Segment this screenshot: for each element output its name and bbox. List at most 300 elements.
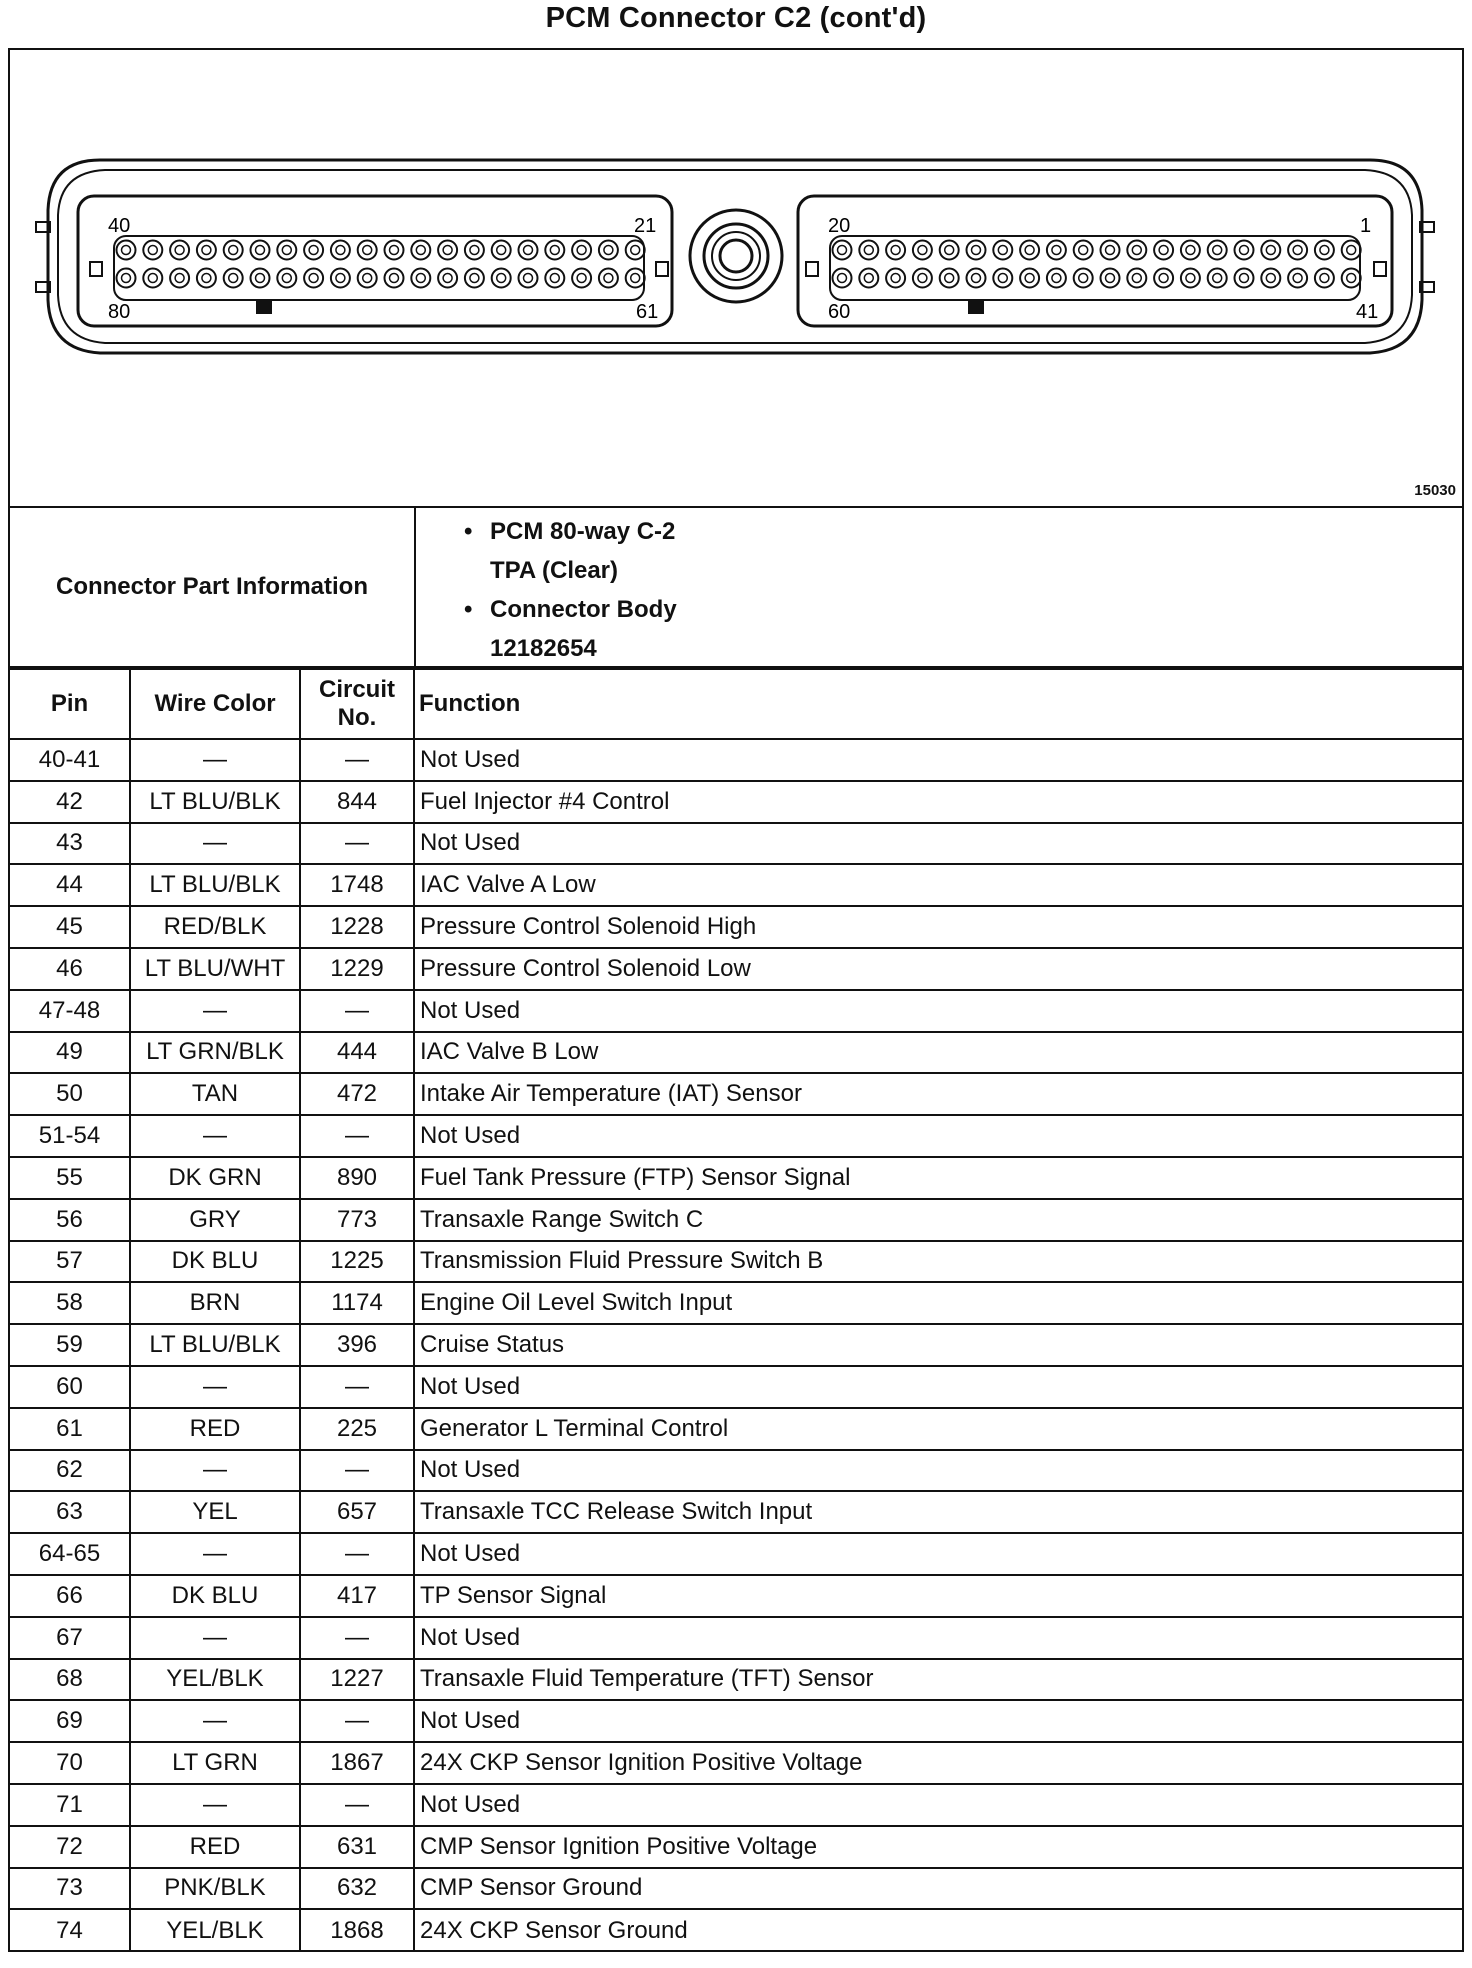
terminal-pin <box>626 269 645 288</box>
terminal-pin <box>438 241 457 260</box>
table-row <box>10 1575 1462 1617</box>
cell-wire-color: LT GRN/BLK <box>130 1032 300 1074</box>
terminal-pin <box>224 241 243 260</box>
cell-pin: 49 <box>10 1032 130 1074</box>
terminal-pin-socket <box>309 246 318 255</box>
terminal-pin-socket <box>1186 246 1195 255</box>
cell-function: IAC Valve B Low <box>414 1032 1462 1074</box>
left-cavity-key-outer <box>90 262 102 276</box>
terminal-pin-socket <box>390 274 399 283</box>
terminal-pin-socket <box>202 246 211 255</box>
right-cavity <box>798 196 1392 326</box>
cell-function: Engine Oil Level Switch Input <box>414 1282 1462 1324</box>
connector-part-name: PCM 80-way C-2 <box>490 518 676 545</box>
cell-pin: 64-65 <box>10 1533 130 1575</box>
cell-pin: 50 <box>10 1073 130 1115</box>
connector-part-information <box>10 508 1462 668</box>
cell-circuit-no: 1225 <box>300 1241 414 1283</box>
cell-wire-color: — <box>130 1784 300 1826</box>
terminal-pin <box>519 241 538 260</box>
cell-wire-color: GRY <box>130 1199 300 1241</box>
terminal-pin-socket <box>1159 246 1168 255</box>
cell-pin: 59 <box>10 1324 130 1366</box>
terminal-pin-socket <box>577 274 586 283</box>
terminal-pin <box>1154 269 1173 288</box>
connector-diagram <box>10 50 1462 508</box>
right-terminal-block <box>830 236 1360 300</box>
terminal-pin <box>940 241 959 260</box>
table-row <box>10 1282 1462 1324</box>
table-row <box>10 1199 1462 1241</box>
cell-function: Not Used <box>414 1700 1462 1742</box>
terminal-pin-socket <box>891 274 900 283</box>
table-row <box>10 1533 1462 1575</box>
terminal-pin <box>1074 269 1093 288</box>
cell-circuit-no: — <box>300 1366 414 1408</box>
terminal-pin-socket <box>202 274 211 283</box>
terminal-pin-socket <box>1052 274 1061 283</box>
pin-label-61: 61 <box>636 301 659 323</box>
cell-circuit-no: — <box>300 1700 414 1742</box>
terminal-pin <box>385 241 404 260</box>
table-row <box>10 990 1462 1032</box>
cell-circuit-no: — <box>300 823 414 865</box>
cell-wire-color: PNK/BLK <box>130 1868 300 1910</box>
terminal-pin-socket <box>1320 274 1329 283</box>
terminal-pin <box>277 269 296 288</box>
cell-wire-color: — <box>130 823 300 865</box>
terminal-pin <box>572 241 591 260</box>
cell-wire-color: DK BLU <box>130 1241 300 1283</box>
terminal-pin <box>1127 241 1146 260</box>
cell-pin: 57 <box>10 1241 130 1283</box>
center-bolt-ring <box>704 224 768 288</box>
terminal-pin-socket <box>256 274 265 283</box>
header-circuit-no <box>300 669 414 739</box>
terminal-pin-socket <box>524 246 533 255</box>
terminal-pin <box>545 241 564 260</box>
cell-circuit-no: — <box>300 1115 414 1157</box>
terminal-pin-socket <box>148 274 157 283</box>
terminal-pin-socket <box>1159 274 1168 283</box>
terminal-pin-socket <box>1320 246 1329 255</box>
cell-function: Generator L Terminal Control <box>414 1408 1462 1450</box>
cell-wire-color: — <box>130 1617 300 1659</box>
terminal-pin-socket <box>148 246 157 255</box>
table-row <box>10 948 1462 990</box>
cell-circuit-no: — <box>300 1617 414 1659</box>
terminal-pin-socket <box>363 246 372 255</box>
cell-wire-color: — <box>130 1366 300 1408</box>
terminal-pin <box>519 269 538 288</box>
cell-function: 24X CKP Sensor Ignition Positive Voltage <box>414 1742 1462 1784</box>
cell-pin: 61 <box>10 1408 130 1450</box>
cell-pin: 73 <box>10 1868 130 1910</box>
cell-pin: 72 <box>10 1826 130 1868</box>
table-row <box>10 906 1462 948</box>
header-pin: Pin <box>10 669 130 739</box>
connector-part-information-label: Connector Part Information <box>10 508 416 666</box>
terminal-pin-socket <box>1293 274 1302 283</box>
terminal-pin-socket <box>1186 274 1195 283</box>
terminal-pin <box>886 241 905 260</box>
cell-pin: 60 <box>10 1366 130 1408</box>
terminal-pin <box>1315 241 1334 260</box>
cell-circuit-no: 773 <box>300 1199 414 1241</box>
cell-pin: 67 <box>10 1617 130 1659</box>
cell-wire-color: — <box>130 739 300 781</box>
connector-part-detail: 12182654 <box>490 635 597 662</box>
cell-pin: 63 <box>10 1491 130 1533</box>
cell-wire-color: LT BLU/BLK <box>130 781 300 823</box>
terminal-pin <box>465 269 484 288</box>
cell-wire-color: — <box>130 1115 300 1157</box>
cell-circuit-no: 1868 <box>300 1909 414 1951</box>
terminal-pin-socket <box>336 246 345 255</box>
terminal-pin <box>1288 269 1307 288</box>
cell-circuit-no: 472 <box>300 1073 414 1115</box>
terminal-pin-socket <box>443 274 452 283</box>
cell-function: Transaxle Range Switch C <box>414 1199 1462 1241</box>
terminal-pin-socket <box>443 246 452 255</box>
terminal-pin <box>599 269 618 288</box>
terminal-pin <box>993 241 1012 260</box>
terminal-pin <box>1181 269 1200 288</box>
cell-circuit-no: 1867 <box>300 1742 414 1784</box>
terminal-pin <box>859 269 878 288</box>
pin-label-80: 80 <box>108 301 131 323</box>
right-cavity-key-inner <box>806 262 818 276</box>
cell-circuit-no: 631 <box>300 1826 414 1868</box>
terminal-pin-socket <box>309 274 318 283</box>
cell-wire-color: YEL/BLK <box>130 1909 300 1951</box>
terminal-pin <box>913 241 932 260</box>
terminal-pin-socket <box>631 274 640 283</box>
terminal-pin-socket <box>864 246 873 255</box>
table-row <box>10 1826 1462 1868</box>
cell-function: Not Used <box>414 1366 1462 1408</box>
terminal-pin-socket <box>1213 246 1222 255</box>
terminal-pin <box>1208 241 1227 260</box>
cell-wire-color: LT BLU/BLK <box>130 1324 300 1366</box>
terminal-pin-socket <box>945 246 954 255</box>
connector-part-name: Connector Body <box>490 596 677 623</box>
cell-wire-color: DK BLU <box>130 1575 300 1617</box>
terminal-pin-socket <box>416 246 425 255</box>
terminal-pin <box>170 269 189 288</box>
table-row <box>10 1241 1462 1283</box>
terminal-pin <box>886 269 905 288</box>
terminal-pin <box>411 241 430 260</box>
cell-circuit-no: 844 <box>300 781 414 823</box>
cell-function: Not Used <box>414 1115 1462 1157</box>
terminal-pin-socket <box>1025 274 1034 283</box>
cell-circuit-no: 417 <box>300 1575 414 1617</box>
terminal-pin-socket <box>972 246 981 255</box>
header-circuit-line2: No. <box>337 704 377 731</box>
cell-circuit-no: 1174 <box>300 1282 414 1324</box>
cell-pin: 44 <box>10 864 130 906</box>
cell-wire-color: YEL/BLK <box>130 1659 300 1701</box>
terminal-pin <box>1288 241 1307 260</box>
cell-wire-color: TAN <box>130 1073 300 1115</box>
cell-function: Transaxle TCC Release Switch Input <box>414 1491 1462 1533</box>
terminal-pin <box>170 241 189 260</box>
bullet-icon: • <box>464 518 473 545</box>
table-row <box>10 1115 1462 1157</box>
cell-function: 24X CKP Sensor Ground <box>414 1909 1462 1951</box>
cell-pin: 71 <box>10 1784 130 1826</box>
terminal-pin <box>411 269 430 288</box>
cell-pin: 43 <box>10 823 130 865</box>
cell-wire-color: — <box>130 990 300 1032</box>
terminal-pin-socket <box>470 246 479 255</box>
cell-circuit-no: 225 <box>300 1408 414 1450</box>
center-bolt-core <box>720 240 752 272</box>
cell-circuit-no: — <box>300 1784 414 1826</box>
left-terminal-block <box>114 236 644 300</box>
cell-circuit-no: 1229 <box>300 948 414 990</box>
pin-label-40: 40 <box>108 215 131 237</box>
page-title: PCM Connector C2 (cont'd) <box>545 2 927 34</box>
terminal-pin <box>913 269 932 288</box>
terminal-pin-socket <box>918 274 927 283</box>
table-row <box>10 1032 1462 1074</box>
terminal-pin <box>1074 241 1093 260</box>
pin-table-body <box>10 739 1462 1951</box>
cell-wire-color: RED <box>130 1408 300 1450</box>
left-cavity-key-inner <box>656 262 668 276</box>
terminal-pin-socket <box>1025 246 1034 255</box>
terminal-pin-socket <box>363 274 372 283</box>
terminal-pin <box>967 241 986 260</box>
terminal-pin-socket <box>604 274 613 283</box>
terminal-pin-socket <box>1106 274 1115 283</box>
terminal-pin-socket <box>497 274 506 283</box>
bullet-icon: • <box>464 596 473 623</box>
terminal-pin <box>967 269 986 288</box>
header-circuit-line1: Circuit <box>318 676 395 703</box>
header-function: Function <box>414 669 1462 739</box>
connector-part-list <box>416 512 1456 668</box>
terminal-pin <box>465 241 484 260</box>
terminal-pin <box>833 269 852 288</box>
cell-wire-color: YEL <box>130 1491 300 1533</box>
terminal-pin-socket <box>416 274 425 283</box>
terminal-pin-socket <box>918 246 927 255</box>
terminal-pin <box>545 269 564 288</box>
terminal-pin-socket <box>891 246 900 255</box>
connector-part-item <box>460 512 1456 590</box>
cell-wire-color: — <box>130 1450 300 1492</box>
terminal-pin <box>1342 241 1361 260</box>
terminal-pin <box>1342 269 1361 288</box>
table-header-row <box>10 669 1462 739</box>
terminal-pin-socket <box>1293 246 1302 255</box>
terminal-pin <box>224 269 243 288</box>
cell-circuit-no: — <box>300 739 414 781</box>
cell-pin: 51-54 <box>10 1115 130 1157</box>
table-row <box>10 1784 1462 1826</box>
cell-circuit-no: 444 <box>300 1032 414 1074</box>
right-cavity-key-outer <box>1374 262 1386 276</box>
table-row <box>10 1659 1462 1701</box>
terminal-pin <box>1101 241 1120 260</box>
terminal-pin <box>197 269 216 288</box>
terminal-pin <box>1261 269 1280 288</box>
cell-function: Intake Air Temperature (IAT) Sensor <box>414 1073 1462 1115</box>
terminal-pin-socket <box>229 246 238 255</box>
cell-wire-color: RED <box>130 1826 300 1868</box>
terminal-pin-socket <box>175 246 184 255</box>
terminal-pin <box>438 269 457 288</box>
terminal-pin <box>492 269 511 288</box>
connector-sheet <box>8 48 1464 1952</box>
cell-wire-color: BRN <box>130 1282 300 1324</box>
cell-pin: 55 <box>10 1157 130 1199</box>
terminal-pin-socket <box>282 274 291 283</box>
terminal-pin-socket <box>550 274 559 283</box>
terminal-pin <box>143 269 162 288</box>
terminal-pin-socket <box>497 246 506 255</box>
cell-pin: 40-41 <box>10 739 130 781</box>
terminal-pin-socket <box>1132 274 1141 283</box>
table-row <box>10 864 1462 906</box>
terminal-pin <box>1208 269 1227 288</box>
cell-circuit-no: 1227 <box>300 1659 414 1701</box>
terminal-pin-socket <box>1079 274 1088 283</box>
terminal-pin <box>599 241 618 260</box>
terminal-pin-socket <box>998 246 1007 255</box>
cell-circuit-no: — <box>300 1533 414 1575</box>
cell-function: CMP Sensor Ignition Positive Voltage <box>414 1826 1462 1868</box>
cell-pin: 42 <box>10 781 130 823</box>
terminal-pin <box>304 241 323 260</box>
table-row <box>10 781 1462 823</box>
cell-circuit-no: 1228 <box>300 906 414 948</box>
cell-function: Pressure Control Solenoid High <box>414 906 1462 948</box>
cell-circuit-no: 396 <box>300 1324 414 1366</box>
table-row <box>10 823 1462 865</box>
terminal-pin <box>859 241 878 260</box>
terminal-pin-socket <box>631 246 640 255</box>
terminal-pin <box>117 269 136 288</box>
terminal-pin <box>251 269 270 288</box>
cell-pin: 47-48 <box>10 990 130 1032</box>
terminal-pin-socket <box>256 246 265 255</box>
table-row <box>10 1366 1462 1408</box>
terminal-pin-socket <box>1213 274 1222 283</box>
connector-part-detail: TPA (Clear) <box>490 557 619 584</box>
terminal-pin <box>358 241 377 260</box>
left-cavity <box>78 196 672 326</box>
terminal-pin <box>143 241 162 260</box>
cell-function: Not Used <box>414 739 1462 781</box>
terminal-pin-socket <box>470 274 479 283</box>
terminal-pin-socket <box>1079 246 1088 255</box>
left-polarization-tab <box>256 300 272 314</box>
table-row <box>10 1868 1462 1910</box>
terminal-pin <box>385 269 404 288</box>
terminal-pin <box>304 269 323 288</box>
cell-function: Not Used <box>414 1784 1462 1826</box>
terminal-pin <box>277 241 296 260</box>
cell-circuit-no: 1748 <box>300 864 414 906</box>
terminal-pin-socket <box>1052 246 1061 255</box>
terminal-pin <box>251 241 270 260</box>
cell-pin: 56 <box>10 1199 130 1241</box>
terminal-pin-socket <box>1240 246 1249 255</box>
cell-function: Transmission Fluid Pressure Switch B <box>414 1241 1462 1283</box>
table-row <box>10 1073 1462 1115</box>
table-row <box>10 1324 1462 1366</box>
terminal-pin <box>117 241 136 260</box>
cell-pin: 45 <box>10 906 130 948</box>
cell-function: CMP Sensor Ground <box>414 1868 1462 1910</box>
terminal-pin-socket <box>838 274 847 283</box>
table-row <box>10 1700 1462 1742</box>
terminal-pin <box>331 241 350 260</box>
cell-wire-color: LT GRN <box>130 1742 300 1784</box>
terminal-pin-socket <box>282 246 291 255</box>
terminal-pin-socket <box>945 274 954 283</box>
cell-pin: 68 <box>10 1659 130 1701</box>
cell-function: Transaxle Fluid Temperature (TFT) Sensor <box>414 1659 1462 1701</box>
cell-circuit-no: 890 <box>300 1157 414 1199</box>
terminal-pin-socket <box>122 274 131 283</box>
cell-pin: 70 <box>10 1742 130 1784</box>
cell-pin: 66 <box>10 1575 130 1617</box>
terminal-pin <box>1101 269 1120 288</box>
cell-pin: 69 <box>10 1700 130 1742</box>
cell-wire-color: — <box>130 1700 300 1742</box>
terminal-pin <box>572 269 591 288</box>
terminal-pin <box>1261 241 1280 260</box>
cell-circuit-no: — <box>300 1450 414 1492</box>
cell-circuit-no: 657 <box>300 1491 414 1533</box>
terminal-pin-socket <box>1106 246 1115 255</box>
terminal-pin <box>833 241 852 260</box>
terminal-pin-socket <box>336 274 345 283</box>
connector-part-item <box>460 590 1456 668</box>
connector-face-drawing <box>10 50 1462 508</box>
table-row <box>10 1491 1462 1533</box>
header-wire-color: Wire Color <box>130 669 300 739</box>
terminal-pin <box>331 269 350 288</box>
terminal-pin <box>197 241 216 260</box>
terminal-pin-socket <box>577 246 586 255</box>
pin-function-table <box>10 668 1462 1951</box>
terminal-pin-socket <box>122 246 131 255</box>
terminal-pin-socket <box>1132 246 1141 255</box>
cell-function: Not Used <box>414 990 1462 1032</box>
cell-circuit-no: 632 <box>300 1868 414 1910</box>
table-row <box>10 1909 1462 1951</box>
terminal-pin <box>1020 241 1039 260</box>
cell-pin: 62 <box>10 1450 130 1492</box>
cell-circuit-no: — <box>300 990 414 1032</box>
cell-function: Not Used <box>414 1450 1462 1492</box>
table-row <box>10 1408 1462 1450</box>
cell-function: Not Used <box>414 1617 1462 1659</box>
table-row <box>10 1157 1462 1199</box>
cell-function: Fuel Injector #4 Control <box>414 781 1462 823</box>
cell-function: Pressure Control Solenoid Low <box>414 948 1462 990</box>
cell-pin: 74 <box>10 1909 130 1951</box>
cell-wire-color: DK GRN <box>130 1157 300 1199</box>
terminal-pin <box>1127 269 1146 288</box>
terminal-pin-socket <box>972 274 981 283</box>
